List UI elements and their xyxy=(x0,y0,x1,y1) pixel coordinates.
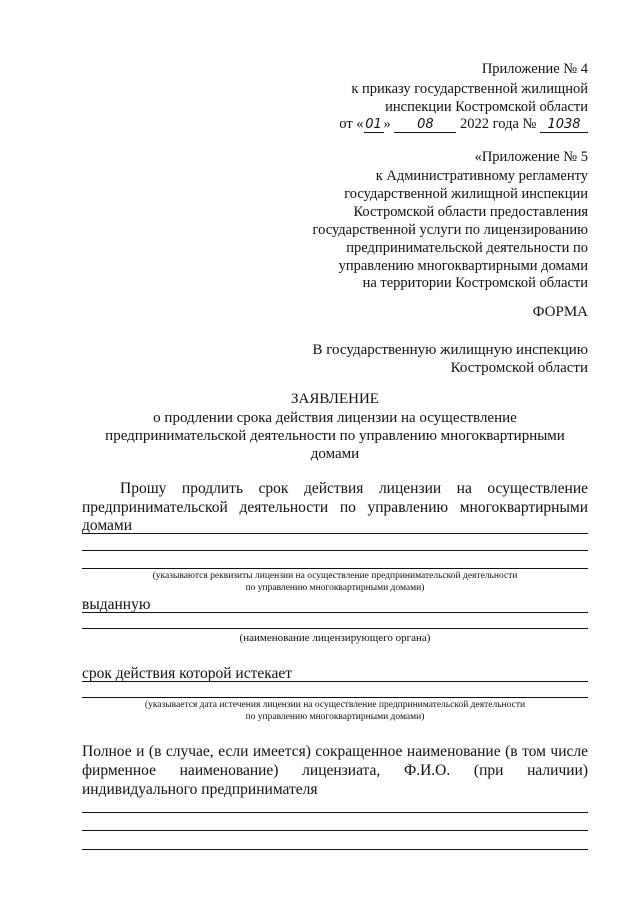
date-mid: » xyxy=(383,116,391,132)
request-line3: домами xyxy=(82,517,133,534)
date-prefix: от « xyxy=(339,116,364,132)
hint-license-line2: по управлению многоквартирными домами) xyxy=(245,583,425,593)
annex5-line: предпринимательской деятельности по xyxy=(346,240,588,256)
licensee-line2: фирменное наименование) лицензиата, Ф.И.О. (при наличии) xyxy=(82,762,588,779)
annex5-line: «Приложение № 5 xyxy=(474,149,588,165)
hint-expiry-line2: по управлению многоквартирными домами) xyxy=(245,712,425,722)
fill-line[interactable] xyxy=(82,628,588,629)
handwritten-month: 08 xyxy=(394,118,456,133)
fill-line[interactable] xyxy=(82,812,588,813)
licensee-line3: индивидуального предпринимателя xyxy=(82,781,318,798)
addressee-line1: В государственную жилищную инспекцию xyxy=(312,342,588,358)
annex4-line3: инспекции Костромской области xyxy=(385,99,588,115)
request-line1: Прошу продлить срок действия лицензии на осуществление xyxy=(120,480,588,497)
hint-authority: (наименование лицензирующего органа) xyxy=(239,632,431,644)
fill-line[interactable] xyxy=(82,550,588,551)
handwritten-number: 1038 xyxy=(540,118,588,133)
annex5-line: управлению многоквартирными домами xyxy=(338,258,588,274)
handwritten-day: 01 xyxy=(365,117,382,132)
expiry-label: срок действия которой истекает xyxy=(82,665,293,682)
fill-line[interactable] xyxy=(82,681,588,682)
fill-line[interactable] xyxy=(82,612,588,613)
fill-line[interactable] xyxy=(82,830,588,831)
annex5-line: государственной жилищной инспекции xyxy=(344,186,588,202)
title-sub3: домами xyxy=(310,446,360,462)
hint-license-line1: (указываются реквизиты лицензии на осуществление предпринимательской деятельности xyxy=(152,571,518,581)
annex4-line1: Приложение № 4 xyxy=(481,61,588,77)
title-sub2: предпринимательской деятельности по управлению многоквартирными xyxy=(105,428,565,444)
fill-line[interactable] xyxy=(82,533,588,534)
title-sub1: о продлении срока действия лицензии на осуществление xyxy=(153,410,517,426)
annex5-line: государственной услуги по лицензированию xyxy=(312,222,588,238)
document-title: ЗАЯВЛЕНИЕ xyxy=(291,391,379,407)
fill-line[interactable] xyxy=(82,568,588,569)
annex5-line: к Административному регламенту xyxy=(375,168,588,184)
issued-label: выданную xyxy=(82,596,151,613)
fill-line[interactable] xyxy=(82,849,588,850)
annex5-line: на территории Костромской области xyxy=(362,275,588,291)
annex4-date-line xyxy=(339,115,588,134)
licensee-line1: Полное и (в случае, если имеется) сокращенное наименование (в том числе xyxy=(82,743,588,760)
hint-expiry-line1: (указывается дата истечения лицензии на осуществление предпринимательской деятельности xyxy=(144,700,526,710)
addressee-line2: Костромской области xyxy=(450,360,588,376)
annex4-line2: к приказу государственной жилищной xyxy=(351,81,588,97)
year-text: 2022 года № xyxy=(460,116,537,132)
fill-line[interactable] xyxy=(82,697,588,698)
form-label: ФОРМА xyxy=(532,304,588,320)
request-line2: предпринимательской деятельности по управлению многоквартирными xyxy=(82,499,588,516)
annex5-line: Костромской области предоставления xyxy=(353,204,588,220)
